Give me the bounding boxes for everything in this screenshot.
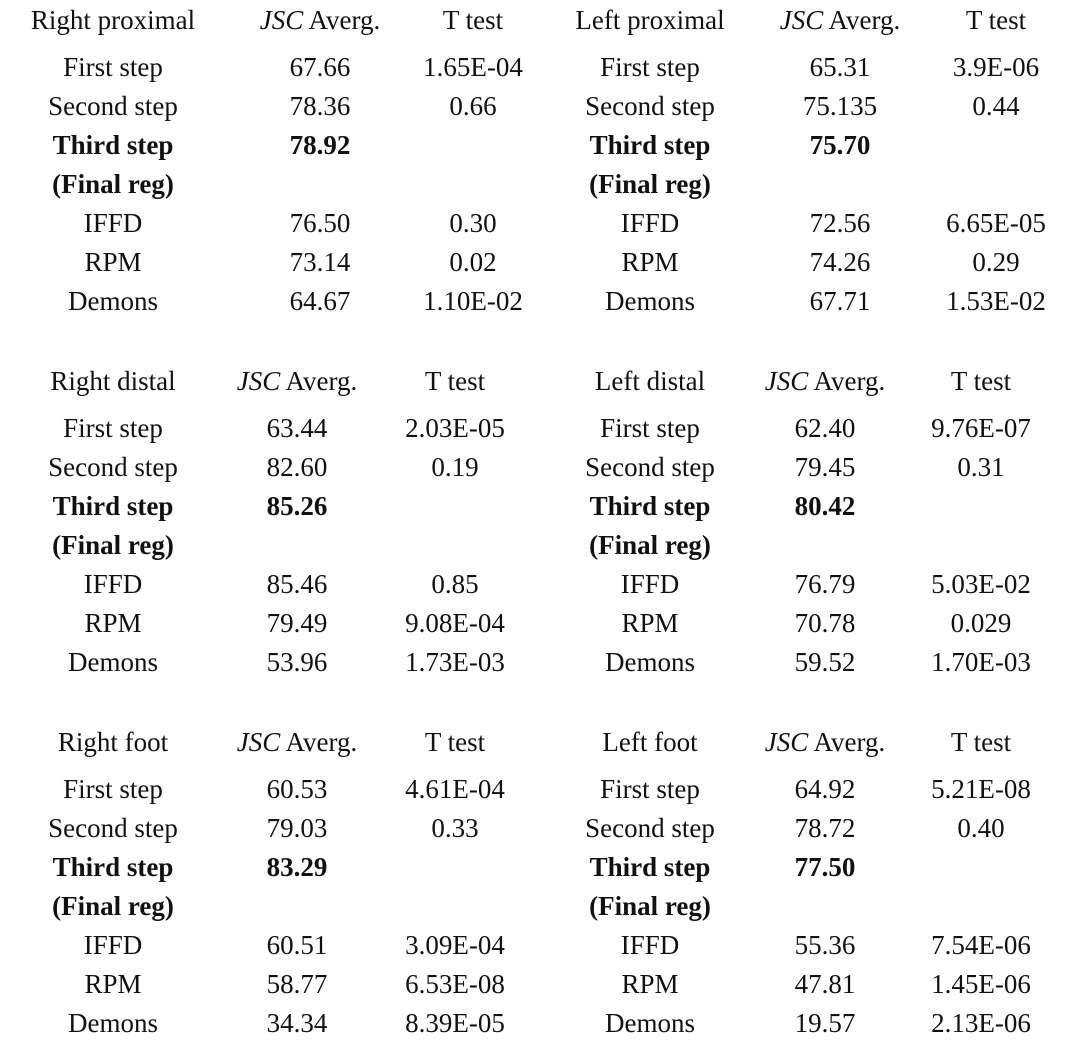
ttest-header: T test [950, 727, 1012, 757]
method-label: IFFD [83, 208, 143, 238]
method-label: RPM [621, 247, 679, 277]
ttest-value: 5.21E-08 [931, 774, 1031, 804]
jsc-value: 67.71 [809, 286, 871, 316]
averg-label: Averg. [280, 366, 358, 396]
ttest-value: 2.03E-05 [405, 413, 505, 443]
method-label: First step [600, 774, 700, 804]
table-row [0, 565, 542, 604]
method-label: Demons [68, 286, 158, 316]
method-label: Third step [52, 491, 174, 521]
ttest-value: 4.61E-04 [405, 774, 505, 804]
method-label: Third step [589, 130, 711, 160]
jsc-value: 64.67 [289, 286, 351, 316]
jsc-value: 65.31 [809, 52, 871, 82]
ttest-value [414, 126, 532, 165]
method-label: Third step [52, 130, 174, 160]
ttest-value [890, 887, 1072, 926]
jsc-label: JSC [764, 366, 809, 396]
method-label: First step [600, 52, 700, 82]
table-row [0, 887, 542, 926]
table-row [0, 643, 542, 682]
method-label: IFFD [620, 569, 680, 599]
ttest-value [890, 526, 1072, 565]
region-title: Right proximal [30, 5, 196, 35]
ttest-header: T test [424, 366, 486, 396]
ttest-value: 0.31 [957, 452, 1005, 482]
method-label: Second step [585, 91, 715, 121]
table-row [540, 565, 1072, 604]
method-label: First step [600, 413, 700, 443]
table-row [540, 604, 1072, 643]
jsc-value: 79.03 [266, 813, 328, 843]
method-label: RPM [84, 608, 142, 638]
table-row [0, 165, 532, 204]
method-label: Demons [68, 1008, 158, 1038]
header-row [0, 722, 542, 770]
averg-label: Averg. [303, 5, 381, 35]
jsc-value: 19.57 [794, 1008, 856, 1038]
method-label: (Final reg) [52, 169, 174, 199]
ttest-value: 0.40 [957, 813, 1005, 843]
method-label: RPM [621, 608, 679, 638]
region-title: Right distal [50, 366, 176, 396]
jsc-value: 58.77 [266, 969, 328, 999]
table-row [0, 282, 532, 321]
table-row [0, 204, 532, 243]
ttest-value: 0.66 [449, 91, 497, 121]
method-label: Second step [48, 813, 178, 843]
ttest-value: 1.45E-06 [931, 969, 1031, 999]
ttest-value [920, 126, 1072, 165]
jsc-label: JSC [236, 366, 281, 396]
method-label: Third step [589, 491, 711, 521]
table-row [540, 48, 1072, 87]
table-right-proximal [0, 0, 532, 321]
jsc-value: 76.50 [289, 208, 351, 238]
ttest-value [890, 487, 1072, 526]
jsc-value: 60.51 [266, 930, 328, 960]
method-label: First step [63, 413, 163, 443]
ttest-header: T test [965, 5, 1027, 35]
table-row [0, 126, 532, 165]
jsc-value: 67.66 [289, 52, 351, 82]
table-row [0, 848, 542, 887]
jsc-value: 78.92 [289, 130, 351, 160]
table-right-distal [0, 361, 542, 682]
table-left-distal [540, 361, 1072, 682]
jsc-value: 80.42 [794, 491, 856, 521]
ttest-value: 8.39E-05 [405, 1008, 505, 1038]
table-row [540, 526, 1072, 565]
method-label: (Final reg) [589, 530, 711, 560]
method-label: (Final reg) [52, 530, 174, 560]
method-label: Demons [605, 286, 695, 316]
table-row [0, 965, 542, 1004]
ttest-value: 0.029 [950, 608, 1012, 638]
method-label: IFFD [83, 930, 143, 960]
table-row [540, 165, 1072, 204]
jsc-value: 59.52 [794, 647, 856, 677]
averg-label: Averg. [808, 727, 886, 757]
jsc-value: 72.56 [809, 208, 871, 238]
method-label: (Final reg) [589, 169, 711, 199]
method-label: IFFD [83, 569, 143, 599]
table-row [540, 87, 1072, 126]
header-row [540, 722, 1072, 770]
region-title: Left distal [594, 366, 706, 396]
method-label: (Final reg) [52, 891, 174, 921]
table-row [540, 770, 1072, 809]
method-label: Second step [48, 452, 178, 482]
table-right-foot [0, 722, 542, 1043]
method-label: (Final reg) [589, 891, 711, 921]
ttest-value: 3.09E-04 [405, 930, 505, 960]
averg-label: Averg. [280, 727, 358, 757]
table-row [540, 926, 1072, 965]
jsc-average-header [760, 0, 920, 48]
method-label: Demons [605, 1008, 695, 1038]
table-row [540, 204, 1072, 243]
jsc-value: 79.49 [266, 608, 328, 638]
ttest-value: 0.19 [431, 452, 479, 482]
header-row [0, 361, 542, 409]
ttest-value: 3.9E-06 [952, 52, 1040, 82]
method-label: RPM [84, 247, 142, 277]
table-row [540, 809, 1072, 848]
jsc-label: JSC [236, 727, 281, 757]
results-table [540, 0, 1072, 321]
method-label: First step [63, 52, 163, 82]
jsc-value: 75.135 [802, 91, 878, 121]
jsc-value: 83.29 [266, 852, 328, 882]
ttest-header: T test [424, 727, 486, 757]
ttest-value: 6.53E-08 [405, 969, 505, 999]
ttest-value [368, 526, 542, 565]
header-row [0, 0, 532, 48]
ttest-value [368, 848, 542, 887]
jsc-value [760, 165, 920, 204]
jsc-value: 75.70 [809, 130, 871, 160]
ttest-header: T test [950, 366, 1012, 396]
table-row [540, 887, 1072, 926]
header-row [540, 0, 1072, 48]
table-row [540, 643, 1072, 682]
method-label: RPM [621, 969, 679, 999]
ttest-value: 1.73E-03 [405, 647, 505, 677]
results-table [540, 361, 1072, 682]
jsc-average-header [760, 361, 890, 409]
averg-label: Averg. [823, 5, 901, 35]
jsc-label: JSC [764, 727, 809, 757]
jsc-value: 76.79 [794, 569, 856, 599]
table-row [540, 126, 1072, 165]
jsc-value: 62.40 [794, 413, 856, 443]
header-row [540, 361, 1072, 409]
table-row [0, 604, 542, 643]
jsc-value [226, 887, 368, 926]
jsc-value: 78.72 [794, 813, 856, 843]
table-row [540, 282, 1072, 321]
results-table [540, 722, 1072, 1043]
table-row [0, 926, 542, 965]
ttest-value: 1.10E-02 [423, 286, 523, 316]
ttest-value: 0.29 [972, 247, 1020, 277]
ttest-value [368, 887, 542, 926]
ttest-value: 0.02 [449, 247, 497, 277]
results-table [0, 361, 542, 682]
table-row [540, 409, 1072, 448]
region-title: Left proximal [575, 5, 725, 35]
jsc-value [226, 165, 414, 204]
jsc-value: 85.26 [266, 491, 328, 521]
table-row [540, 448, 1072, 487]
jsc-value [760, 526, 890, 565]
method-label: Third step [589, 852, 711, 882]
jsc-value [226, 526, 368, 565]
table-row [540, 487, 1072, 526]
ttest-value: 9.08E-04 [405, 608, 505, 638]
results-table [0, 722, 542, 1043]
region-title: Right foot [57, 727, 169, 757]
method-label: Demons [68, 647, 158, 677]
jsc-value: 78.36 [289, 91, 351, 121]
jsc-value: 73.14 [289, 247, 351, 277]
ttest-value: 7.54E-06 [931, 930, 1031, 960]
table-row [0, 526, 542, 565]
jsc-value: 79.45 [794, 452, 856, 482]
method-label: RPM [84, 969, 142, 999]
ttest-value: 9.76E-07 [931, 413, 1031, 443]
ttest-value: 1.70E-03 [931, 647, 1031, 677]
method-label: Third step [52, 852, 174, 882]
ttest-value: 1.53E-02 [946, 286, 1046, 316]
jsc-value: 82.60 [266, 452, 328, 482]
jsc-value: 47.81 [794, 969, 856, 999]
table-left-proximal [540, 0, 1072, 321]
ttest-value: 1.65E-04 [423, 52, 523, 82]
ttest-value: 6.65E-05 [946, 208, 1046, 238]
jsc-value: 55.36 [794, 930, 856, 960]
ttest-value: 0.33 [431, 813, 479, 843]
ttest-value [414, 165, 532, 204]
table-row [0, 487, 542, 526]
table-row [540, 848, 1072, 887]
jsc-average-header [226, 361, 368, 409]
jsc-value: 60.53 [266, 774, 328, 804]
method-label: IFFD [620, 930, 680, 960]
results-table [0, 0, 532, 321]
ttest-value [368, 487, 542, 526]
jsc-value: 63.44 [266, 413, 328, 443]
jsc-value: 74.26 [809, 247, 871, 277]
jsc-value: 70.78 [794, 608, 856, 638]
method-label: Demons [605, 647, 695, 677]
table-row [0, 409, 542, 448]
jsc-label: JSC [779, 5, 824, 35]
jsc-value: 85.46 [266, 569, 328, 599]
ttest-value: 0.44 [972, 91, 1020, 121]
averg-label: Averg. [808, 366, 886, 396]
ttest-value: 0.85 [431, 569, 479, 599]
table-row [540, 965, 1072, 1004]
table-row [540, 243, 1072, 282]
jsc-average-header [226, 722, 368, 770]
method-label: Second step [48, 91, 178, 121]
jsc-label: JSC [259, 5, 304, 35]
region-title: Left foot [602, 727, 698, 757]
table-left-foot [540, 722, 1072, 1043]
table-row [0, 1004, 542, 1043]
method-label: IFFD [620, 208, 680, 238]
method-label: Second step [585, 813, 715, 843]
jsc-value: 34.34 [266, 1008, 328, 1038]
ttest-value: 5.03E-02 [931, 569, 1031, 599]
jsc-value: 53.96 [266, 647, 328, 677]
jsc-average-header [226, 0, 414, 48]
table-row [0, 87, 532, 126]
jsc-average-header [760, 722, 890, 770]
method-label: Second step [585, 452, 715, 482]
table-row [0, 243, 532, 282]
ttest-value: 0.30 [449, 208, 497, 238]
ttest-value: 2.13E-06 [931, 1008, 1031, 1038]
ttest-value [890, 848, 1072, 887]
ttest-value [920, 165, 1072, 204]
ttest-header: T test [442, 5, 504, 35]
table-row [0, 448, 542, 487]
jsc-value: 77.50 [794, 852, 856, 882]
table-row [0, 48, 532, 87]
jsc-value [760, 887, 890, 926]
table-row [0, 809, 542, 848]
method-label: First step [63, 774, 163, 804]
table-row [540, 1004, 1072, 1043]
jsc-value: 64.92 [794, 774, 856, 804]
table-row [0, 770, 542, 809]
